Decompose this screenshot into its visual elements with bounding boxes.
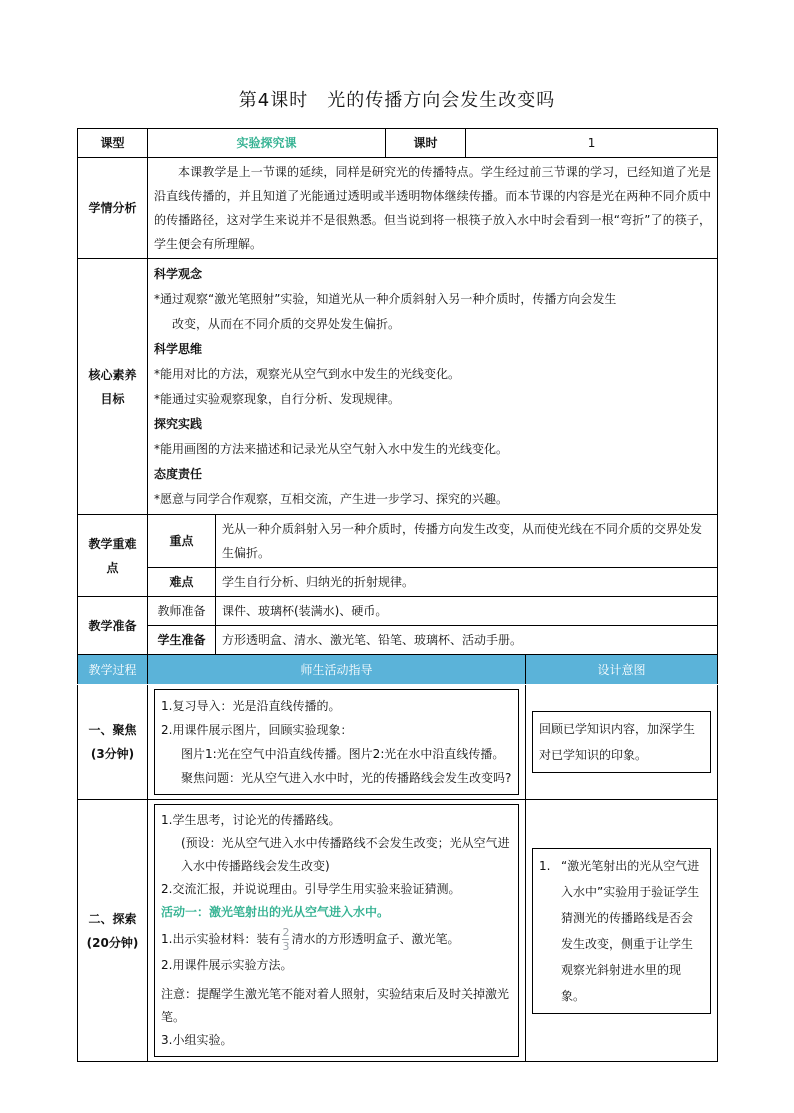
- teacher-prep-text: 课件、玻璃杯(装满水)、硬币。: [216, 597, 718, 626]
- row-explore: [78, 800, 718, 1062]
- header-process: 教学过程: [78, 655, 148, 685]
- core-heading-concept: 科学观念: [154, 266, 203, 281]
- explore-line1: 1.学生思考，讨论光的传播路线。: [161, 813, 341, 827]
- analysis-text: 本课教学是上一节课的延续，同样是研究光的传播特点。学生经过前三节课的学习，已经知道了光是沿直线传播的，并且知道了光能通过透明或半透明物体继续传播。而本节课的内容是光在两种不同介质中的传播路径，这对学生来说并不是很熟悉。但当说到将一根筷子放入水中时会看到一根“弯折”了的筷子，学生便会有所理解。: [148, 158, 718, 259]
- explore-activity-title: 活动一：激光笔射出的光从空气进入水中。: [161, 905, 390, 919]
- fraction-denominator: 3: [282, 940, 290, 953]
- explore-line8: 3.小组实验。: [161, 1033, 233, 1047]
- core-practice-line: *能用画图的方法来描述和记录光从空气射入水中发生的光线变化。: [154, 441, 509, 456]
- focus-line3: 图片1:光在空气中沿直线传播。图片2:光在水中沿直线传播。: [181, 747, 505, 761]
- core-heading-thinking: 科学思维: [154, 341, 203, 356]
- type-label: 课型: [78, 129, 148, 158]
- lesson-plan-table: [77, 128, 718, 1062]
- focus-label-line1: 一、聚焦: [88, 723, 137, 737]
- difficulty-text: 学生自行分析、归纳光的折射规律。: [216, 568, 718, 597]
- student-prep-text: 方形透明盒、清水、激光笔、铅笔、玻璃杯、活动手册。: [216, 626, 718, 655]
- core-thinking-line2: *能通过实验观察现象，自行分析、发现规律。: [154, 391, 401, 406]
- explore-label-line2: (20分钟): [86, 935, 139, 950]
- focus-intent: 回顾已学知识内容，加深学生对已学知识的印象。: [532, 711, 711, 773]
- core-attitude-line: *愿意与同学合作观察，互相交流，产生进一步学习、探究的兴趣。: [154, 491, 509, 506]
- process-header: [78, 655, 718, 685]
- core-concept-line1: *通过观察“激光笔照射”实验，知道光从一种介质斜射入另一种介质时，传播方向会发生: [154, 291, 617, 306]
- prep-label: 教学准备: [78, 597, 148, 655]
- focus-line1: 1.复习导入：光是沿直线传播的。: [161, 699, 341, 713]
- focus-line4: 聚焦问题：光从空气进入水中时，光的传播路线会发生改变吗?: [181, 771, 512, 785]
- explore-label-line1: 二、探索: [88, 911, 137, 926]
- explore-line3: 2.交流汇报，并说说理由。引导学生用实验来验证猜测。: [161, 882, 461, 896]
- focus-label-line2: (3分钟): [90, 747, 135, 761]
- focus-line2: 2.用课件展示图片，回顾实验现象：: [161, 723, 353, 737]
- header-intent: 设计意图: [526, 655, 718, 685]
- keypoints-label: 教学重难点: [78, 515, 148, 597]
- explore-line6: 2.用课件展示实验方法。: [161, 958, 293, 972]
- focus-content: [148, 685, 526, 800]
- key-label: 重点: [148, 515, 216, 568]
- row-core: [78, 259, 718, 515]
- row-type: [78, 129, 718, 158]
- row-prep-teacher: [78, 597, 718, 626]
- explore-intent-number: 1.: [539, 858, 551, 873]
- fraction-numerator: 2: [282, 926, 290, 939]
- teacher-prep-label: 教师准备: [148, 597, 216, 626]
- explore-intent-cell: [526, 800, 718, 1062]
- student-prep-label: 学生准备: [148, 626, 216, 655]
- core-thinking-line1: *能用对比的方法，观察光从空气到水中发生的光线变化。: [154, 366, 461, 381]
- row-prep-student: [78, 626, 718, 655]
- explore-line2: (预设：光从空气进入水中传播路线不会发生改变；光从空气进入水中传播路线会发生改变): [181, 836, 510, 873]
- explore-intent-text: “激光笔射出的光从空气进入水中”实验用于验证学生猜测光的传播路线是否会发生改变，侧重于让学生观察光斜射进水里的现象。: [561, 858, 700, 1003]
- explore-note: 注意：提醒学生激光笔不能对着人照射，实验结束后及时关掉激光笔。: [161, 987, 510, 1024]
- hours-label: 课时: [386, 129, 466, 158]
- header-activity: 师生活动指导: [148, 655, 526, 685]
- row-analysis: [78, 158, 718, 259]
- focus-intent-cell: [526, 685, 718, 800]
- hours-value: 1: [466, 129, 718, 158]
- analysis-label: 学情分析: [78, 158, 148, 259]
- explore-line5-a: 1.出示实验材料：装有: [161, 932, 281, 946]
- fraction-two-thirds: [282, 927, 289, 952]
- core-heading-practice: 探究实践: [154, 416, 203, 431]
- core-label: [78, 259, 148, 515]
- explore-content: [148, 800, 526, 1062]
- type-value: 实验探究课: [148, 129, 386, 158]
- core-concept-line2: 改变，从而在不同介质的交界处发生偏折。: [172, 316, 401, 331]
- row-difficulty: [78, 568, 718, 597]
- page-title: 第4课时 光的传播方向会发生改变吗: [238, 90, 556, 111]
- explore-line5-b: 清水的方形透明盒子、激光笔。: [291, 932, 460, 946]
- explore-line5: [161, 924, 512, 954]
- focus-label: [78, 685, 148, 800]
- explore-label: [78, 800, 148, 1062]
- core-content: [148, 259, 718, 515]
- core-label-line1: 核心素养: [88, 367, 137, 382]
- key-text: 光从一种介质斜射入另一种介质时，传播方向发生改变，从而使光线在不同介质的交界处发生偏折。: [216, 515, 718, 568]
- core-label-line2: 目标: [100, 391, 125, 406]
- row-focus: [78, 685, 718, 800]
- explore-intent-box: [532, 848, 711, 1014]
- difficulty-label: 难点: [148, 568, 216, 597]
- core-heading-attitude: 态度责任: [154, 466, 203, 481]
- row-keypoint: [78, 515, 718, 568]
